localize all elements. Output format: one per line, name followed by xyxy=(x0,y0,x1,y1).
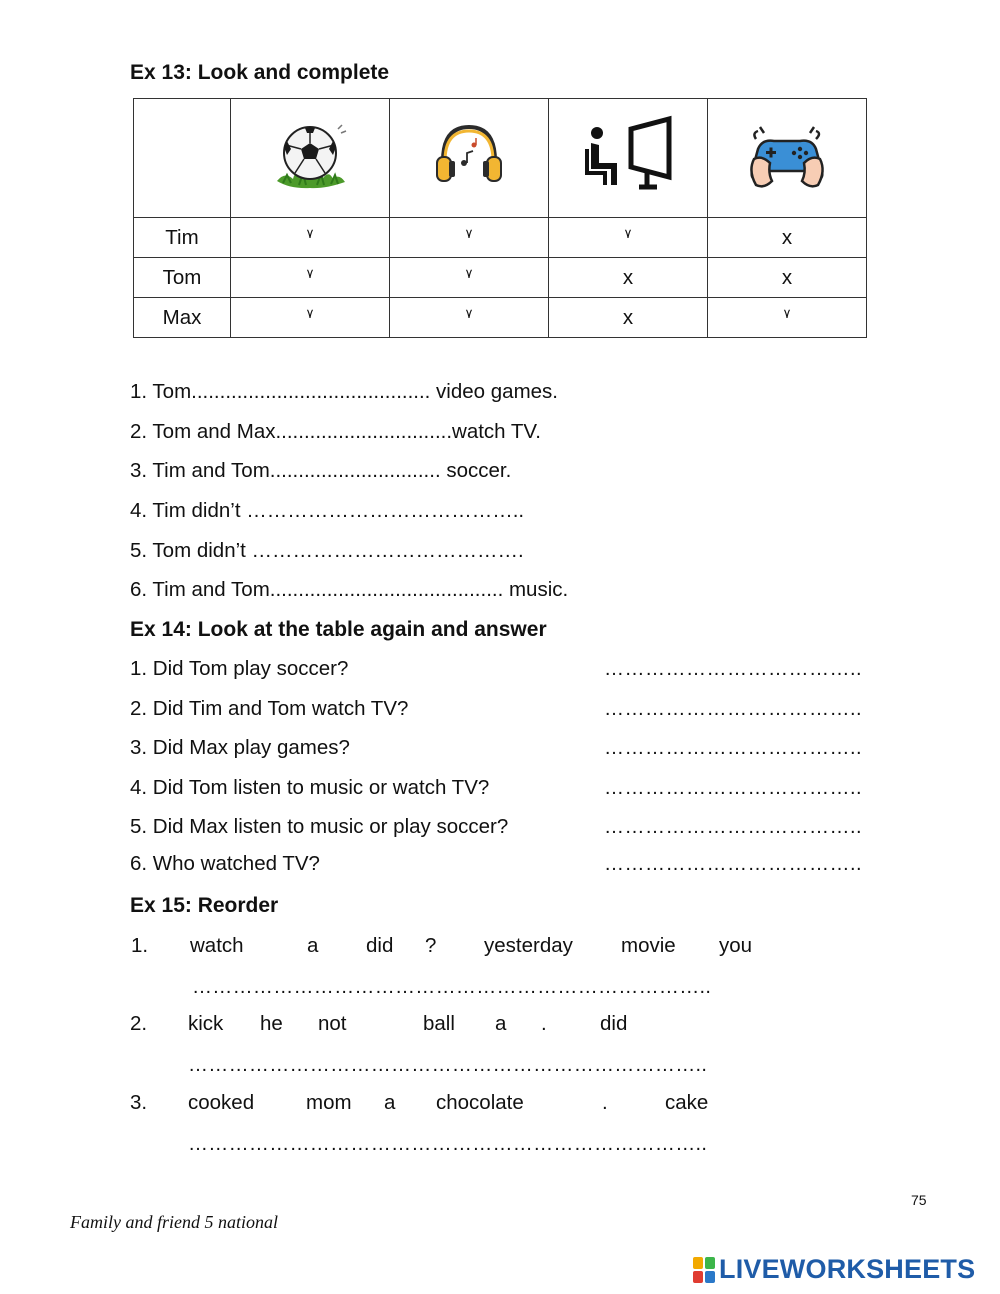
ex14-question: 5. Did Max listen to music or play soccer? xyxy=(130,815,509,838)
mark: ٧ xyxy=(306,265,314,281)
reorder-answer-line[interactable]: ………………………………………………………………….. xyxy=(188,1054,708,1076)
ex13-sentence[interactable]: 4. Tim didn’t ………………………………….. xyxy=(130,499,525,522)
mark-cell xyxy=(549,258,708,298)
ex13-sentence[interactable]: 1. Tom.......................................... video games. xyxy=(130,380,558,403)
reorder-word[interactable]: a xyxy=(384,1091,396,1114)
ex13-sentence[interactable]: 2. Tom and Max...............................watch TV. xyxy=(130,420,541,443)
mark-cell xyxy=(390,298,549,338)
ex15-heading: Ex 15: Reorder xyxy=(130,894,279,917)
ex13-sentence[interactable]: 5. Tom didn’t …………………………………. xyxy=(130,539,524,562)
table-icon-cell xyxy=(549,99,708,218)
reorder-word[interactable]: cake xyxy=(665,1091,709,1114)
mark: x xyxy=(781,265,793,289)
mark-cell xyxy=(708,298,867,338)
ex14-question: 3. Did Max play games? xyxy=(130,736,350,759)
soccer-ball-icon xyxy=(265,115,355,195)
reorder-word[interactable]: you xyxy=(719,934,753,957)
reorder-number: 1. xyxy=(131,934,149,957)
mark-cell xyxy=(549,298,708,338)
reorder-word[interactable]: . xyxy=(602,1091,608,1114)
page-number: 75 xyxy=(911,1192,927,1208)
book-title: Family and friend 5 national xyxy=(70,1212,278,1232)
mark: ٧ xyxy=(465,305,473,321)
reorder-word[interactable]: a xyxy=(495,1012,507,1035)
table-icon-cell xyxy=(708,99,867,218)
mark: ٧ xyxy=(783,305,791,321)
reorder-number: 3. xyxy=(130,1091,148,1114)
mark: x xyxy=(622,265,634,289)
mark-cell xyxy=(708,218,867,258)
mark-cell xyxy=(231,258,390,298)
ex14-question: 6. Who watched TV? xyxy=(130,852,320,875)
table-icon-cell xyxy=(231,99,390,218)
row-name: Tom xyxy=(134,258,231,298)
reorder-word[interactable]: mom xyxy=(306,1091,352,1114)
mark: x xyxy=(781,225,793,249)
ex14-question: 2. Did Tim and Tom watch TV? xyxy=(130,697,409,720)
answer-line[interactable]: ……………………………….. xyxy=(604,816,863,838)
mark-cell xyxy=(231,218,390,258)
reorder-word[interactable]: kick xyxy=(188,1012,224,1035)
mark: ٧ xyxy=(465,225,473,241)
row-name: Max xyxy=(134,298,231,338)
reorder-answer-line[interactable]: ………………………………………………………………….. xyxy=(192,976,712,998)
game-controller-icon xyxy=(742,115,832,195)
answer-line[interactable]: ……………………………….. xyxy=(604,737,863,759)
reorder-word[interactable]: chocolate xyxy=(436,1091,524,1114)
reorder-word[interactable]: ? xyxy=(425,934,437,957)
logo-tiles-icon xyxy=(693,1257,715,1283)
reorder-word[interactable]: cooked xyxy=(188,1091,255,1114)
ex14-heading: Ex 14: Look at the table again and answer xyxy=(130,618,547,641)
mark-cell xyxy=(390,258,549,298)
reorder-word[interactable]: he xyxy=(260,1012,283,1035)
headphones-icon xyxy=(429,115,509,195)
mark: ٧ xyxy=(624,225,632,241)
reorder-answer-line[interactable]: ………………………………………………………………….. xyxy=(188,1133,708,1155)
reorder-word[interactable]: not xyxy=(318,1012,347,1035)
row-name: Tim xyxy=(134,218,231,258)
liveworksheets-logo[interactable] xyxy=(693,1254,975,1285)
answer-line[interactable]: ……………………………….. xyxy=(604,853,863,875)
reorder-word[interactable]: . xyxy=(541,1012,547,1035)
reorder-word[interactable]: yesterday xyxy=(484,934,573,957)
mark: ٧ xyxy=(306,225,314,241)
table-row xyxy=(134,258,867,298)
reorder-word[interactable]: watch xyxy=(190,934,244,957)
mark: ٧ xyxy=(306,305,314,321)
reorder-word[interactable]: did xyxy=(366,934,394,957)
table-corner-cell xyxy=(134,99,231,218)
logo-text: LIVEWORKSHEETS xyxy=(719,1254,976,1284)
table-icon-cell xyxy=(390,99,549,218)
mark-cell xyxy=(231,298,390,338)
table-row xyxy=(134,298,867,338)
reorder-word[interactable]: a xyxy=(307,934,319,957)
watching-tv-icon xyxy=(581,115,676,195)
reorder-number: 2. xyxy=(130,1012,148,1035)
mark: ٧ xyxy=(465,265,473,281)
reorder-word[interactable]: movie xyxy=(621,934,676,957)
mark-cell xyxy=(549,218,708,258)
answer-line[interactable]: ……………………………….. xyxy=(604,658,863,680)
ex13-sentence[interactable]: 3. Tim and Tom.............................. soccer. xyxy=(130,459,512,482)
mark: x xyxy=(622,305,634,329)
answer-line[interactable]: ……………………………….. xyxy=(604,698,863,720)
ex13-heading: Ex 13: Look and complete xyxy=(130,61,390,84)
reorder-word[interactable]: did xyxy=(600,1012,628,1035)
ex13-sentence[interactable]: 6. Tim and Tom......................................... music. xyxy=(130,578,569,601)
table-header-row xyxy=(134,99,867,218)
mark-cell xyxy=(708,258,867,298)
reorder-word[interactable]: ball xyxy=(423,1012,455,1035)
mark-cell xyxy=(390,218,549,258)
table-row xyxy=(134,218,867,258)
activity-table xyxy=(133,98,867,338)
ex14-question: 1. Did Tom play soccer? xyxy=(130,657,349,680)
answer-line[interactable]: ……………………………….. xyxy=(604,777,863,799)
ex14-question: 4. Did Tom listen to music or watch TV? xyxy=(130,776,490,799)
